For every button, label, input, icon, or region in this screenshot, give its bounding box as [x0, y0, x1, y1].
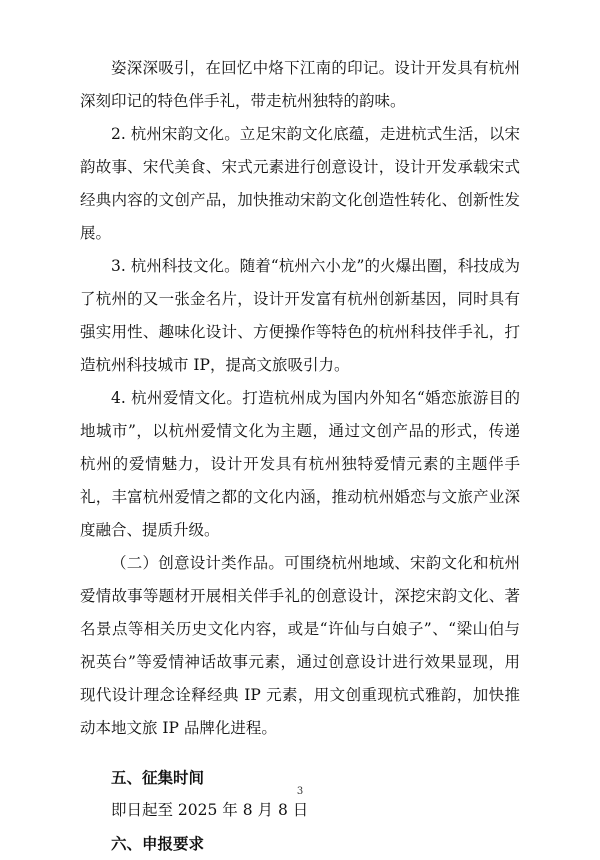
page-number: 3: [296, 786, 304, 797]
paragraph-tech-culture: 3. 杭州科技文化。随着“杭州六小龙”的火爆出圈，科技成为了杭州的又一张金名片，设计开发富有杭州创新基因，同时具有强实用性、趣味化设计、方便操作等特色的杭州科技伴手礼，打造杭州科技城市 IP，提高文旅吸引力。: [80, 257, 520, 374]
paragraph-intro-continuation: 姿深深吸引，在回忆中烙下江南的印记。设计开发具有杭州深刻印记的特色伴手礼，带走杭州独特的韵味。: [80, 59, 520, 110]
section-heading-requirements: 六、申报要求: [111, 834, 205, 853]
paragraph-creative-design: （二）创意设计类作品。可围绕杭州地域、宋韵文化和杭州爱情故事等题材开展相关伴手礼的创意设计，深挖宋韵文化、著名景点等相关历史文化内容，或是“许仙与白娘子”、“梁山伯与祝英台”等爱情神话故事元素，通过创意设计进行效果显现，用现代设计理念诠释经典 IP 元素，用文创重现杭式雅韵，加快推动本地文旅 IP 品牌化进程。: [80, 554, 520, 737]
section-heading-collection-time: 五、征集时间: [111, 768, 205, 787]
paragraph-love-culture: 4. 杭州爱情文化。打造杭州成为国内外知名“婚恋旅游目的地城市”，以杭州爱情文化为主题，通过文创产品的形式，传递杭州的爱情魅力，设计开发具有杭州独特爱情元素的主题伴手礼，丰富杭州爱情之都的文化内涵，推动杭州婚恋与文旅产业深度融合、提质升级。: [80, 389, 520, 539]
document-body: [80, 52, 520, 860]
paragraph-song-culture: 2. 杭州宋韵文化。立足宋韵文化底蕴，走进杭式生活，以宋韵故事、宋代美食、宋式元素进行创意设计，设计开发承载宋式经典内容的文创产品，加快推动宋韵文化创造性转化、创新性发展。: [80, 125, 520, 242]
section-spacer: [80, 745, 520, 761]
collection-time-text: 即日起至 2025 年 8 月 8 日: [111, 801, 309, 819]
